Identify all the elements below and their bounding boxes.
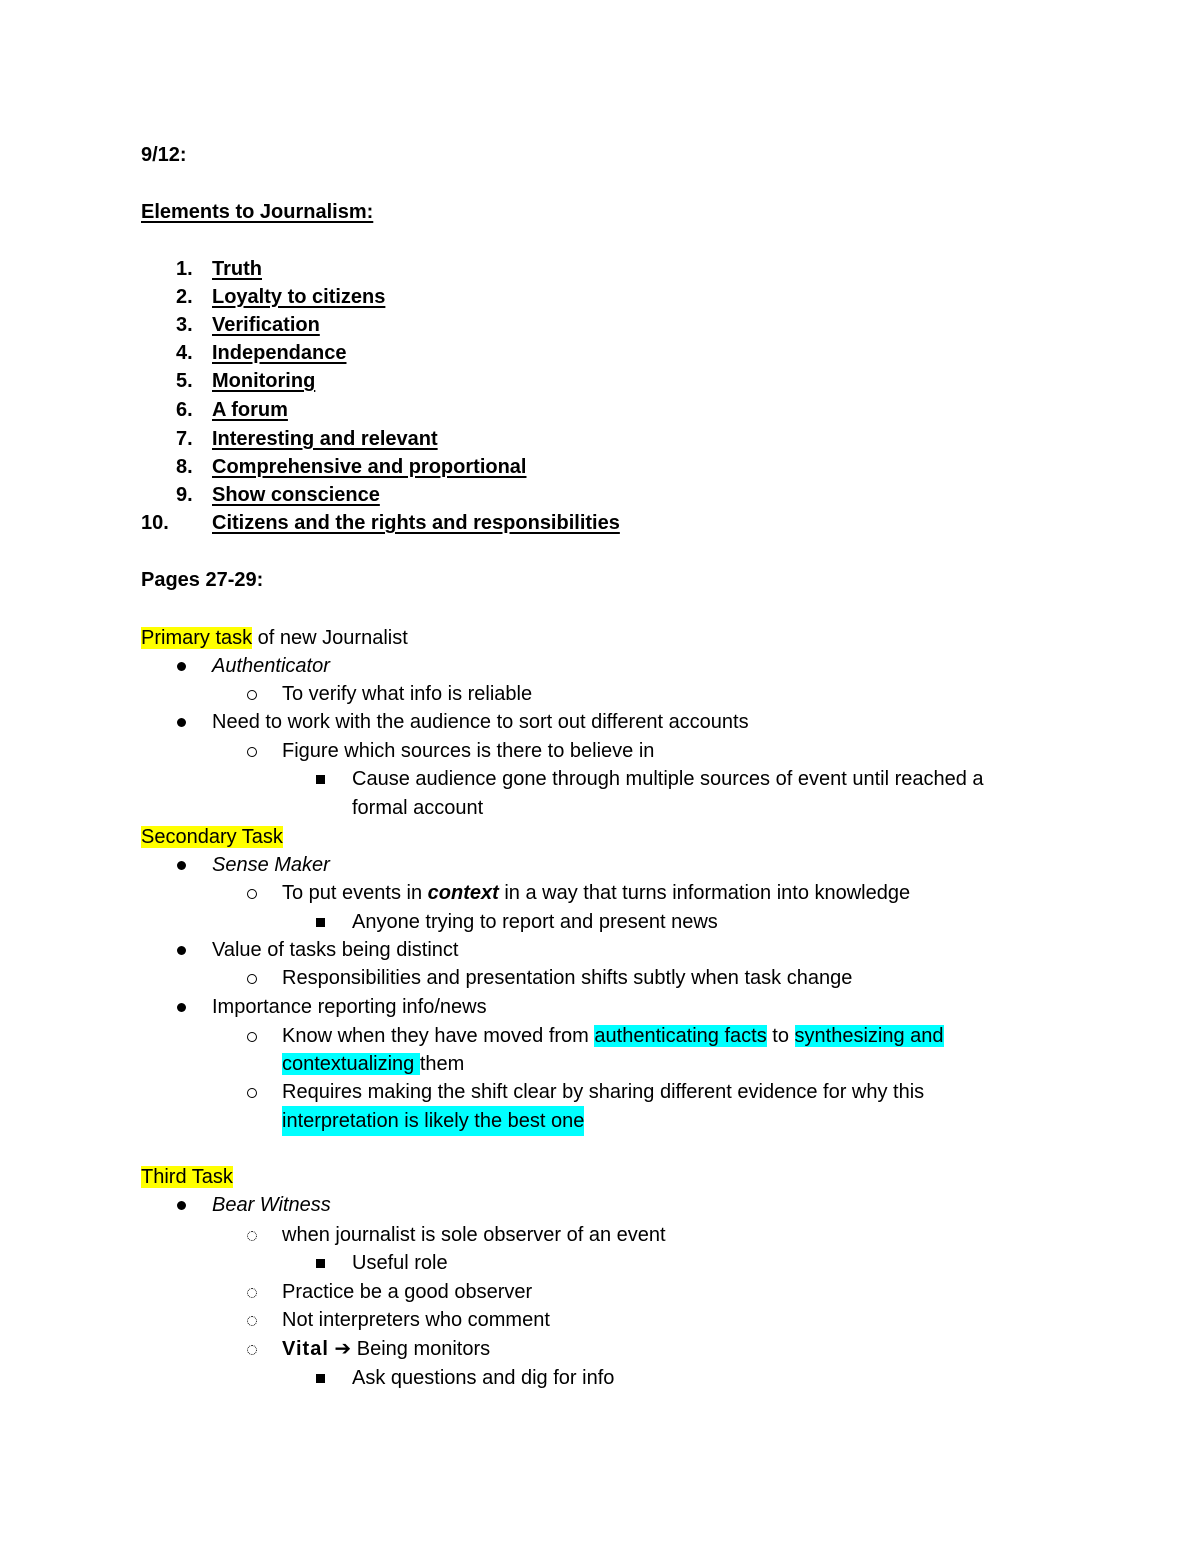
list-text: Truth — [212, 258, 262, 280]
bullet-circle-icon — [247, 1021, 257, 1051]
list-item — [0, 338, 1200, 368]
bullet-square-icon — [316, 907, 325, 937]
list-item — [0, 366, 1200, 396]
list-number: 6. — [176, 399, 193, 421]
know-text-line2 — [282, 1049, 464, 1079]
bullet-square-icon — [316, 1363, 325, 1393]
list-item — [0, 452, 1200, 482]
verify-text: To verify what info is reliable — [282, 683, 533, 705]
bullet-circle-icon — [247, 679, 257, 709]
list-item — [0, 508, 1200, 538]
list-item-continuation — [0, 793, 1200, 823]
ask-questions-text: Ask questions and dig for info — [352, 1367, 615, 1389]
list-number: 3. — [176, 314, 193, 336]
put-events-text — [282, 878, 910, 908]
bullet-square-icon — [316, 1248, 325, 1278]
list-item — [0, 878, 1200, 908]
list-item — [0, 963, 1200, 993]
list-number: 2. — [176, 286, 193, 308]
list-number: 9. — [176, 484, 193, 506]
practice-text: Practice be a good observer — [282, 1281, 533, 1303]
bear-witness-text: Bear Witness — [212, 1194, 331, 1216]
bullet-circle-icon — [247, 1077, 257, 1107]
sense-maker-text: Sense Maker — [212, 854, 330, 876]
requires-text-line1: Requires making the shift clear by sharing different evidence for why this — [282, 1081, 925, 1103]
bullet-dotted-circle-icon — [247, 1334, 257, 1364]
primary-task-rest: of new Journalist — [252, 627, 408, 649]
list-item — [0, 282, 1200, 312]
third-task-highlight: Third Task — [141, 1166, 233, 1188]
know-pre: Know when they have moved from — [282, 1025, 595, 1047]
list-text: A forum — [212, 399, 288, 421]
bullet-circle-icon — [247, 963, 257, 993]
bullet-circle-icon — [247, 878, 257, 908]
list-item — [0, 736, 1200, 766]
list-item — [0, 1305, 1200, 1335]
list-number: 1. — [176, 258, 193, 280]
list-item — [0, 480, 1200, 510]
bullet-dotted-circle-icon — [247, 1305, 257, 1335]
list-item — [0, 1220, 1200, 1250]
importance-text: Importance reporting info/news — [212, 996, 487, 1018]
list-item — [0, 310, 1200, 340]
list-text: Independance — [212, 342, 347, 364]
third-task-line — [0, 1162, 1200, 1192]
not-interpreters-text: Not interpreters who comment — [282, 1309, 550, 1331]
value-text: Value of tasks being distinct — [212, 939, 459, 961]
know-post: them — [419, 1053, 465, 1075]
pages-heading: Pages 27-29: — [141, 569, 264, 591]
know-mid: to — [766, 1025, 795, 1047]
list-item — [0, 395, 1200, 425]
sole-observer-text: when journalist is sole observer of an event — [282, 1224, 666, 1246]
bullet-dot-icon — [177, 707, 186, 737]
list-item — [0, 254, 1200, 284]
know-highlight-2: synthesizing and — [794, 1025, 944, 1047]
list-number: 7. — [176, 428, 193, 450]
list-item-continuation — [0, 1049, 1200, 1079]
know-text — [282, 1021, 944, 1051]
list-text: Loyalty to citizens — [212, 286, 386, 308]
bullet-dotted-circle-icon — [247, 1220, 257, 1250]
list-item — [0, 850, 1200, 880]
bullet-dot-icon — [177, 935, 186, 965]
list-item — [0, 907, 1200, 937]
list-item — [0, 1077, 1200, 1107]
vital-text — [282, 1334, 490, 1364]
list-text: Interesting and relevant — [212, 428, 438, 450]
secondary-task-line — [0, 822, 1200, 852]
requires-highlight: interpretation is likely the best one — [282, 1106, 584, 1136]
list-text: Monitoring — [212, 370, 316, 392]
cause-text-line2: formal account — [352, 797, 484, 819]
list-item — [0, 1363, 1200, 1393]
list-item — [0, 679, 1200, 709]
useful-role-text: Useful role — [352, 1252, 448, 1274]
list-item — [0, 1277, 1200, 1307]
list-text: Citizens and the rights and responsibilities — [212, 512, 620, 534]
list-item — [0, 1021, 1200, 1051]
list-item — [0, 764, 1200, 794]
put-pre: To put events in — [282, 882, 428, 904]
elements-heading: Elements to Journalism: — [141, 201, 374, 223]
list-item-continuation — [0, 1106, 1200, 1136]
bullet-dot-icon — [177, 651, 186, 681]
put-post: in a way that turns information into knowledge — [498, 882, 911, 904]
list-item — [0, 424, 1200, 454]
list-number: 5. — [176, 370, 193, 392]
list-item — [0, 935, 1200, 965]
list-text: Verification — [212, 314, 320, 336]
cause-text-line1: Cause audience gone through multiple sources of event until reached a — [352, 768, 984, 790]
monitors-text: Being monitors — [356, 1338, 491, 1360]
secondary-task-highlight: Secondary Task — [141, 826, 283, 848]
list-text: Comprehensive and proportional — [212, 456, 527, 478]
list-item — [0, 707, 1200, 737]
bullet-square-icon — [316, 764, 325, 794]
bullet-circle-icon — [247, 736, 257, 766]
authenticator-text: Authenticator — [212, 655, 330, 677]
bullet-dot-icon — [177, 992, 186, 1022]
list-number: 4. — [176, 342, 193, 364]
figure-text: Figure which sources is there to believe in — [282, 740, 655, 762]
list-item — [0, 1334, 1200, 1364]
primary-task-highlight: Primary task — [141, 627, 253, 649]
bullet-dotted-circle-icon — [247, 1277, 257, 1307]
list-item — [0, 1190, 1200, 1220]
arrow-right-icon: ➔ — [328, 1338, 357, 1360]
bullet-dot-icon — [177, 850, 186, 880]
date-heading: 9/12: — [141, 144, 187, 166]
anyone-text: Anyone trying to report and present news — [352, 911, 718, 933]
responsibilities-text: Responsibilities and presentation shifts subtly when task change — [282, 967, 853, 989]
list-item — [0, 651, 1200, 681]
know-highlight-3: contextualizing — [282, 1053, 420, 1075]
list-number: 10. — [141, 512, 169, 534]
vital-word: Vital — [282, 1338, 329, 1360]
list-item — [0, 1248, 1200, 1278]
list-number: 8. — [176, 456, 193, 478]
list-item — [0, 992, 1200, 1022]
know-highlight-1: authenticating facts — [594, 1025, 767, 1047]
need-text: Need to work with the audience to sort out different accounts — [212, 711, 749, 733]
bullet-dot-icon — [177, 1190, 186, 1220]
context-word: context — [427, 882, 499, 904]
primary-task-line — [0, 623, 1200, 653]
list-text: Show conscience — [212, 484, 380, 506]
